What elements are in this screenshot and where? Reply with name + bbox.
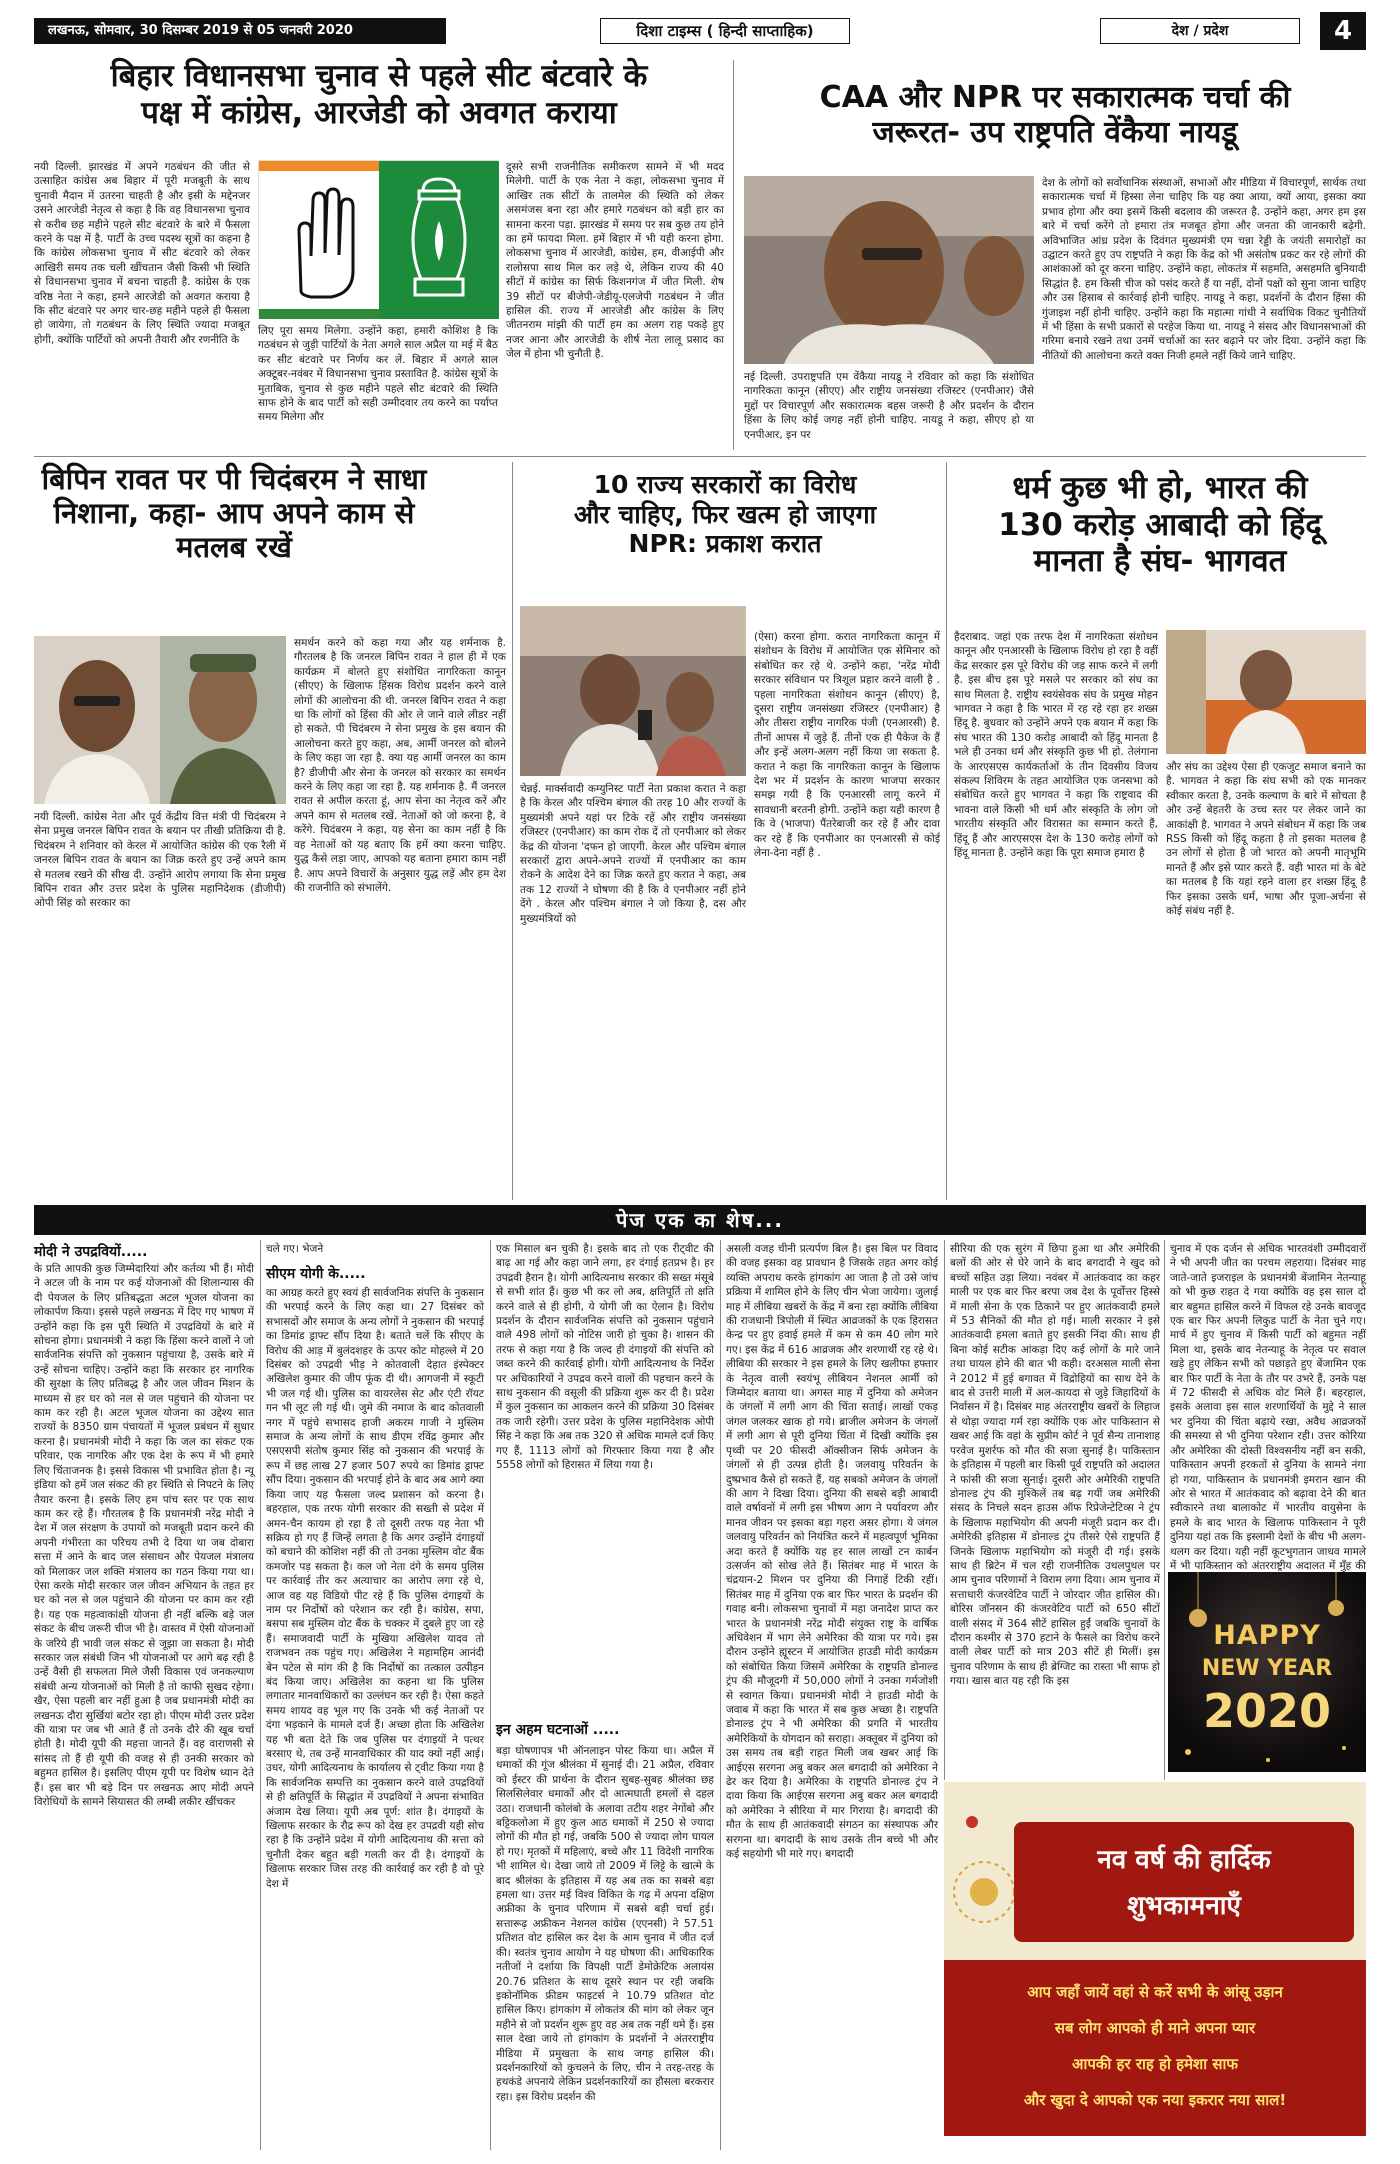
hand-and-lantern-icon [259, 161, 499, 319]
page-number: 4 [1320, 12, 1366, 50]
wishes-message-line2: सब लोग आपको ही माने अपना प्यार [1054, 2019, 1256, 2037]
wishes-message-line4: और खुदा दे आपको एक नया इकरार नया साल! [1023, 2091, 1287, 2109]
story3-caption: नयी दिल्ली. कांग्रेस नेता और पूर्व केंद्रीय वित्त मंत्री पी चिदंबरम ने सेना प्रमुख जनरल बिपिन रावत के बयान पर तीखी प्रतिक्रिया दी है. चिदंबरम ने शनिवार को केरल में आयोजित कांग्रेस की एक रैली में जनरल बिपिन रावत के बयान का जिक्र करते हुए उन्हें अपने काम से मतलब रखने की सीख दी. उन्होंने आरोप लगाया कि सेना प्रमुख बिपिन रावत और उत्तर प्रदेश के पुलिस महानिदेशक (डीजीपी) ओपी सिंह को सरकार का [34, 811, 286, 910]
lower-col4: असली वजह चीनी प्रत्यर्पण बिल है। इस बिल पर विवाद की वजह इसका वह प्रावधान है जिसके तहत अगर कोई व्यक्ति अपराध करके हांगकांग आ जाता है तो उसे जांच प्रक्रिया में शामिल होने के लिए चीन भेजा जायेगा। जुलाई माह में लीबिया खबरों के केंद्र में बना रहा क्योंकि लीबिया की राजधानी त्रिपोली में स्थित आव्रजकों के एक हिरासत केन्द्र पर हुए हवाई हमले में कम से कम 40 लोग मारे गए। इस केंद्र में 616 आव्रजक और शरणार्थी रह रहे थे। लीबिया की सरकार ने इस हमले के लिए खलीफा हफ्तार के नेतृत्व वाली स्वयंभू लीबियन नेशनल आर्मी को जिम्मेदार बताया था। अगस्त माह में दुनिया को अमेजन के जंगलों में लगी आग की चिंता सताई। लाखों एकड़ जंगल जलकर खाक हो गये। ब्राजील अमेजन के जंगलों में लगी आग से पूरी दुनिया चिंता में दिखी क्योंकि इस पृथ्वी पर 20 फीसदी ऑक्सीजन सिर्फ अमेजन के जंगलों से ही उत्पन्न होती है। जलवायु परिवर्तन के दुष्प्रभाव कैसे हो सकते हैं, यह सबको अमेजन के जंगलों की आग ने दिखा दिया। दुनिया की सबसे बड़ी आबादी वाले वर्षावनों में लगी इस भीषण आग ने पर्यावरण और मानव जीवन पर इसका बड़ा गहरा असर होगा। ये जंगल जलवायु परिवर्तन को नियंत्रित करने में महत्वपूर्ण भूमिका अदा करते हैं क्योंकि यह हर साल लाखों टन कार्बन उत्सर्जन को सोख लेते हैं। सितंबर माह में भारत के चंद्रयान-2 मिशन पर दुनिया की निगाहें टिकी रहीं। सितंबर माह में दुनिया एक बार फिर भारत के प्रदर्शन की गवाह बनी। लोकसभा चुनावों में महा जनादेश प्राप्त कर भारत के प्रधानमंत्री नरेंद्र मोदी संयुक्त राष्ट्र के वार्षिक अधिवेशन में भाग लेने अमेरिका की यात्रा पर गये। इस दौरान उन्होंने ह्यूस्टन में आयोजित हाउडी मोदी कार्यक्रम को संबोधित किया जिसमें अमेरिका के राष्ट्रपति डोनाल्ड ट्रंप की मौजूदगी में 50,000 लोगों ने उनका गर्मजोशी से स्वागत किया। प्रधानमंत्री मोदी ने हाउडी मोदी के जवाब में कहा कि भारत में सब कुछ अच्छा है। राष्ट्रपति डोनाल्ड ट्रंप ने भी अमेरिका की प्रगति में भारतीय अमेरिकियों के योगदान को सराहा। अक्तूबर में दुनिया को उस समय तब बड़ी राहत मिली जब खबर आई कि आईएस सरगना अबु बकर अल बगदादी को अमेरिका ने ढेर कर दिया है। अमेरिका के राष्ट्रपति डोनाल्ड ट्रंप ने दावा किया कि आईएस सरगना अबु बकर अल बगदादी को अमेरिका ने सीरिया में मार गिराया है। बगदादी की मौत के साथ ही आतंकवादी संगठन का संस्थापक और सरगना था। बगदादी के साथ उसके तीन बच्चे भी और कई सहयोगी भी मारे गए। बगदादी [726, 1243, 938, 1861]
continued-from-front-band: पेज एक का शेष... [34, 1205, 1366, 1235]
story1-col1: नयी दिल्ली. झारखंड में अपने गठबंधन की जीत से उत्साहित कांग्रेस अब बिहार में पूरी मजबूती के साथ चुनावी मैदान में उतरना चाहती है और इसी के मद्देनजर उसने आरजेडी नेतृत्व से कहा है कि वह विधानसभा चुनाव से करीब छह महीने पहले सीट बंटवारे के बारे में फैसला करने के पक्ष में है. पार्टी के उच्च पदस्थ सूत्रों का कहना है कि कांग्रेस लोकसभा चुनाव में सीट बंटवारे को लेकर आखिरी समय तक चली खींचतान जैसी किसी भी स्थिति से विधानसभा चुनाव में बचना चाहती है. कांग्रेस के एक वरिष्ठ नेता ने कहा, हमने आरजेडी को अवगत कराया है कि सीट बंटवारे पर अगर चार-छह महीने पहले ही फैसला हो जायेगा, तो गठबंधन के लिए स्थिति ज्यादा मजबूत होगी, क्योंकि पार्टियों को अपनी तैयारी और रणनीति के [34, 161, 250, 346]
column-divider [512, 462, 513, 1200]
wishes-message-box [944, 1960, 1366, 2136]
wishes-line1: नव वर्ष की हार्दिक [1097, 1845, 1271, 1875]
column-divider [944, 1240, 945, 1780]
naidu-photo [744, 176, 1034, 364]
new-year-wishes-ad [944, 1782, 1366, 2136]
yogi-continued-text: का आग्रह करते हुए स्वयं ही सार्वजनिक संपत्ति के नुकसान की भरपाई करने के लिए कहा था। 27 दिसंबर को सभासदों और समाज के अन्य लोगों ने नुकसान की भरपाई का डिमांड ड्राफ्ट सौंप दिया है। बताते चलें कि सीएए के विरोध की आड़ में बुलंदशहर के ऊपर कोट मोहल्ले में 20 दिसंबर को उपद्रवी भीड़ ने कोतवाली देहात इंस्पेक्टर अखिलेश कुमार की जीप फूंक दी थी। आगजनी में स्कूटी भी जल गई थी। पुलिस का वायरलेस सेट और एंटी रॉयट गन भी लूट ली गई थी। जुमे की नमाज के बाद कोतवाली नगर में पहुंचे सभासद हाजी अकरम गाजी ने मुस्लिम समाज के अन्य लोगों के साथ डीएम रविंद्र कुमार और एसएसपी संतोष कुमार सिंह को नुकसान की भरपाई के रूप में छह लाख 27 हजार 507 रुपये का डिमांड ड्राफ्ट सौंप दिया। नुकसान की भरपाई होने के बाद अब आगे क्या किया जाए यह फैसला जल्द प्रशासन को करना है। बहरहाल, एक तरफ योगी सरकार की सख्ती से प्रदेश में अमन-चैन कायम हो रहा है तो दूसरी तरफ यह नेता भी सक्रिय हो गए हैं जिन्हें लगता है कि अगर उन्होंने दंगाइयों को बचाने की कोशिश नहीं की तो उनका मुस्लिम वोट बैंक कमजोर पड़ सकता है। कल जो नेता दंगे के समय पुलिस पर कार्रवाई तीर कर अत्याचार का आरोप लगा रहे थे, आज वह यह विडियो पीट रहे हैं कि पुलिस दंगाइयों के नाम पर निर्दोषों को परेशान कर रही है। कांग्रेस, सपा, बसपा सब मुस्लिम वोट बैंक के चक्कर में दुबले हुए जा रहे हैं। समाजवादी पार्टी के मुखिया अखिलेश यादव तो राजभवन तक पहुंच गए। अखिलेश ने महामहिम आनंदी बेन पटेल से मांग की है कि निर्दोषों का तत्काल उत्पीड़न बंद किया जाए। अखिलेश का कहना था कि पुलिस लगातार मानवाधिकारों का उल्लंघन कर रही है। ऐसा कहते समय शायद वह भूल गए कि उनके भी कई नेताओं पर दंगा भड़काने के मामले दर्ज हैं। अच्छा होता कि अखिलेश यह भी बता देते कि जब पुलिस पर दंगाइयों ने पत्थर बरसाए थे, तब उन्हें मानवाधिकार की याद क्यों नहीं आई। उधर, योगी आदित्यनाथ के कार्यालय से ट्वीट किया गया है कि सार्वजनिक सम्पत्ति का नुकसान करने वाले उपद्रवियों से ही क्षतिपूर्ति के सिद्धांत में उपद्रवियों ने अपना संभावित अंजाम देख लिया। यूपी अब पूर्ण: शांत है। दंगाइयों के खिलाफ सरकार के रौद्र रूप को देख हर उपद्रवी यही सोच रहा है कि उन्होंने प्रदेश में योगी आदित्यनाथ की सत्ता को चुनौती देकर बहुत बड़ी गलती कर दी है। दंगाइयों के खिलाफ सरकार जिस तरह की कार्रवाई कर रही है वो पूरे देश में [266, 1287, 484, 1890]
column-divider [720, 1240, 721, 2150]
story5-col2: और संघ का उद्देश्य ऐसा ही एकजुट समाज बनाने का है. भागवत ने कहा कि संघ सभी को एक मानकर स्वीकार करता है, उनके कल्याण के बारे में सोचता है और उन्हें बेहतरी के उच्च स्तर पर लेकर जाने का आकांक्षी है. भागवत ने अपने संबोधन में कहा कि जब RSS किसी को हिंदू कहता है तो इसका मतलब है उन लोगों से होता है जो भारत को अपनी मातृभूमि मानते हैं और इसे प्यार करते हैं. वही भारत मां के बेटे का मतलब है कि यहां रहने वाला हर शख्स हिंदू है फिर इसका उसके धर्म, भाषा और पूजा-अर्चना से कोई संबंध नहीं है. [1166, 761, 1366, 918]
column-divider [490, 1240, 491, 2150]
story4-headline-line2: और चाहिए, फिर खत्म हो जाएगा [573, 499, 877, 529]
chidambaram-rawat-photo [34, 636, 286, 804]
story5-headline [954, 470, 1366, 580]
person-photo-icon [744, 176, 1034, 364]
yogi-continued-heading: सीएम योगी के..... [266, 1266, 366, 1282]
yogi-lead: चले गए। भेजने [266, 1243, 324, 1255]
wishes-header-box [1014, 1822, 1354, 1942]
story4-headline-line1: 10 राज्य सरकारों का विरोध [593, 470, 857, 499]
rally-photo-icon [520, 606, 746, 776]
bhagwat-photo [1166, 630, 1366, 754]
story1-headline-line2: पक्ष में कांग्रेस, आरजेडी को अवगत कराया [141, 94, 617, 131]
story5-col1: हैदराबाद. जहां एक तरफ देश में नागरिकता संशोधन कानून और एनआरसी के खिलाफ विरोध हो रहा है वहीं केंद्र सरकार इस पूरे विरोध की जड़ साफ करने में लगी है. इस बीच इस पूरे मसले पर सरकार को संघ का साथ मिलता है. राष्ट्रीय स्वयंसेवक संघ के प्रमुख मोहन भागवत ने कहा है कि भारत में रह रहे रहा हर शख्स हिंदू है. बुधवार को उन्होंने अपने एक बयान में कहा कि संघ भारत की 130 करोड़ आबादी को हिंदू मानता है भले ही उनका धर्म और संस्कृति कुछ भी हो. तेलंगाना के आरएसएस कार्यकर्ताओं के तीन दिवसीय विजय संकल्प शिविरम के तहत आयोजित एक जनसभा को संबोधित करते हुए भागवत ने कहा कि राष्ट्रवाद की भावना वाले किसी भी धर्म और संस्कृति के लोग जो भारतीय संस्कृति और विरासत का सम्मान करते हैं, हिंदू हैं और आरएसएस देश के 130 करोड़ लोगों को हिंदू मानता है. उन्होंने कहा कि पूरा समाज हमारा है [954, 631, 1158, 860]
story3-headline-line2: निशाना, कहा- आप अपने काम से [53, 496, 415, 531]
story4-col2: (ऐसा) करना होगा. करात नागरिकता कानून में संशोधन के विरोध में आयोजित एक सेमिनार को संबोधित कर रहे थे. उन्होंने कहा, 'नरेंद्र मोदी सरकार संविधान पर त्रिशूल प्रहार करने वाली है . पहला नागरिकता संशोधन कानून (सीएए) है, दूसरा राष्ट्रीय जनसंख्या रजिस्टर (एनपीआर) है और तीसरा राष्ट्रीय नागरिक पंजी (एनआरसी) है. तीनों आपस में जुड़े हैं. तीनों एक ही पैकेज के हैं और इन्हें अलग-अलग नहीं किया जा सकता है. करात ने कहा कि नागरिकता कानून के खिलाफ देश भर में प्रदर्शन के कारण भाजपा सरकार समझ गयी है कि एनआरसी लागू करने में सावधानी बरतनी होगी. उन्होंने कहा यही कारण है कि वे (भाजपा) पैंतरेबाजी कर रहे हैं और दावा कर रहे हैं कि एनपीआर का एनआरसी से कोई लेना-देना नहीं है . [754, 631, 940, 860]
section-label: देश / प्रदेश [1100, 18, 1300, 44]
lower-col3: एक मिसाल बन चुकी है। इसके बाद तो एक रीट्वीट की बाढ़ आ गई और कहा जाने लगा, हर दंगाई हतप्रभ है। हर उपद्रवी हैरान है। योगी आदित्यनाथ सरकार की सख्त मंसूबे से सभी शांत हैं। कुछ भी कर लो अब, क्षतिपूर्ति तो क्षति करने वाले से ही होगी, ये योगी जी का ऐलान है। विरोध प्रदर्शन के दौरान सार्वजनिक संपत्ति को नुकसान पहुंचाने वाले 498 लोगों को नोटिस जारी हो चुका है। शासन की तरफ से कहा गया है कि जल्द ही दंगाइयों की संपत्ति को जब्त करने की कार्रवाई होगी। योगी आदित्यनाथ के निर्देश पर अधिकारियों ने उपद्रव करने वालों की पहचान करने के साथ नुकसान की वसूली की प्रक्रिया शुरू कर दी है। प्रदेश में कुल नुकसान का आकलन करने की प्रक्रिया 30 दिसंबर तक जारी रहेगी। उत्तर प्रदेश के पुलिस महानिदेशक ओपी सिंह ने कहा कि अब तक 320 से अधिक मामले दर्ज किए गए हैं, 1113 लोगों को गिरफ्तार किया गया है और 5558 लोगों को हिरासत में लिया गया है। [496, 1243, 714, 1472]
column-divider [260, 1240, 261, 2150]
lower-col5: सीरिया की एक सुरंग में छिपा हुआ था और अमेरिकी बलों की ओर से घेरे जाने के बाद बगदादी ने खुद को बच्चों सहित उड़ा लिया। नवंबर में आतंकवाद का कहर माली पर एक बार फिर बरपा जब देश के पूर्वोत्तर हिस्से में माली सेना के एक ठिकाने पर हुए आतंकवादी हमले में 53 सैनिकों की मौत हो गई। माली सरकार ने इसे आतंकवादी हमला बताते हुए इसकी निंदा की। साथ ही बिना कोई सटीक आंकड़ा दिए कई लोगों के मारे जाने तथा घायल होने की बात भी कही। दरअसल माली सेना ने 2012 में हुई बगावत में विद्रोहियों का साथ देने के बाद से उत्तरी माली में अल-कायदा से जुड़े जिहादियों के निर्वासन में है। दिसंबर माह अंतरराष्ट्रीय खबरों के लिहाज से थोड़ा ज्यादा गर्म रहा क्योंकि एक ओर पाकिस्तान से खबर आई कि वहां के सुप्रीम कोर्ट ने पूर्व सैन्य तानाशाह परवेज मुशर्रफ को मौत की सजा सुनाई है। पाकिस्तान के इतिहास में पहली बार किसी पूर्व राष्ट्रपति को अदालत ने फांसी की सजा सुनाई। दूसरी ओर अमेरिकी राष्ट्रपति डोनाल्ड ट्रंप की मुश्किलें तब बढ़ गयीं जब अमेरिकी संसद के निचले सदन हाउस ऑफ रिप्रेजेन्टेटिव्स ने ट्रंप के खिलाफ महाभियोग की अपनी मंजूरी प्रदान कर दी। अमेरिकी इतिहास में डोनाल्ड ट्रंप तीसरे ऐसे राष्ट्रपति हैं जिनके खिलाफ महाभियोग को मंजूरी दी गई। इसके साथ ही ब्रिटेन में चल रही राजनीतिक उथलपुथल पर आम चुनाव परिणामों ने विराम लगा दिया। आम चुनाव में सत्ताधारी कंजरवेटिव पार्टी ने जोरदार जीत हासिल की। बोरिस जॉनसन की कंजरवेटिव पार्टी को 650 सीटों वाली संसद में 364 सीटें हासिल हुईं जबकि चुनावों के दौरान कश्मीर से 370 हटाने के फैसले का विरोध करने वाली लेबर पार्टी को मात्र 203 सीटें ही मिलीं। इस चुनाव परिणाम के साथ ही ब्रेग्जिट का रास्ता भी साफ हो गया। खास बात यह रही कि इस [950, 1243, 1160, 1688]
story3-headline [34, 462, 434, 565]
events-heading: इन अहम घटनाओं ..... [496, 1722, 620, 1738]
modi-continued-heading: मोदी ने उपद्रवियों..... [34, 1244, 148, 1260]
column-divider [733, 60, 734, 450]
dateline: लखनऊ, सोमवार, 30 दिसम्बर 2019 से 05 जनवरी 2020 [34, 18, 446, 44]
story5-headline-line1: धर्म कुछ भी हो, भारत की [1012, 470, 1308, 506]
ad-new-year-text: NEW YEAR [1201, 1656, 1333, 1681]
wishes-line2: शुभकामनाएँ [1127, 1891, 1241, 1921]
masthead [0, 0, 1400, 52]
modi-continued-text: के प्रति आपकी कुछ जिम्मेदारियां और कर्तव्य भी हैं। मोदी ने अटल जी के नाम पर कई योजनाओं की शिलान्यास की दी पेयजल के लिए प्रतिबद्धता अटल भूजल योजना का लोकार्पण किया। इससे पहले लखनऊ में दिए गए भाषण में उन्होंने कहा कि इस पूरी स्थिति में उपद्रवियों के बारे में सोचना होगा। प्रधानमंत्री ने कहा कि हिंसा करने वालों ने जो सार्वजनिक संपत्ति को नुकसान पहुंचाया है, उसके बारे में उन्हें सोचना चाहिए। उन्होंने कहा कि सरकार हर नागरिक की सुरक्षा के लिए प्रतिबद्ध है और जल जीवन मिशन के माध्यम से हर घर को नल से जल पहुंचाने की योजना पर काम कर रही है। अटल भूजल योजना का उद्देश्य सात राज्यों के 8350 ग्राम पंचायतों में भूजल प्रबंधन में सुधार करना है। प्रधानमंत्री मोदी ने कहा कि जल का संकट एक परिवार, एक नागरिक और एक देश के रूप में भी हमारे लिए चिंताजनक है। इससे विकास भी प्रभावित होता है। न्यू इंडिया को हमें जल संकट की हर स्थिति से निपटने के लिए तैयार करना है। इसके लिए हम पांच स्तर पर एक साथ काम कर रहे हैं। गौरतलब है कि प्रधानमंत्री नरेंद्र मोदी ने देश में जल संरक्षण के उपायों को मजबूती प्रदान करने की अपनी गंभीरता का परिचय तभी दे दिया था जब दोबारा सत्ता में आने के बाद जल संसाधन और पेयजल मंत्रालय को मिलाकर जल शक्ति मंत्रालय का गठन किया गया था। ऐसा करके मोदी सरकार जल जीवन अभियान के तहत हर घर को नल से जल पहुंचाने की योजना पर काम कर रही है। यह एक महत्वाकांक्षी योजना ही नहीं बल्कि बड़े जल संकट के बीच जरूरी चीज भी है। वास्तव में ऐसी योजनाओं के जरिये ही भावी जल संकट से जूझा जा सकता है। मोदी सरकार जल संबंधी जिन भी योजनाओं पर आगे बढ़ रही है उन्हें वैसी ही सफलता मिले जैसी विकास एवं जनकल्याण संबंधी अन्य योजनाओं को मिली है तो काफी सुखद रहेगा। खैर, ऐसा पहली बार नहीं हुआ है जब प्रधानमंत्री मोदी का लखनऊ दौरा सुर्खियां बटोर रहा हो। पीएम मोदी उत्तर प्रदेश की यात्रा पर जब भी आते हैं तो उनके दौरे की खूब चर्चा होती है। मोदी यूपी की महत्ता जानते हैं। वह वाराणसी से सांसद तो हैं ही यूपी की वजह से ही उनकी सरकार को बहुमत हासिल है। इसलिए पीएम यूपी पर विशेष ध्यान देते हैं। इस बार भी बड़े दिन पर लखनऊ आए मोदी अपने विरोधियों के सामने सियासत की लम्बी लकीर खींचकर [34, 1263, 254, 1809]
events-text: बड़ा घोषणापत्र भी ऑनलाइन पोस्ट किया था। अप्रैल में धमाकों की गूंज श्रीलंका में सुनाई दी। 21 अप्रैल, रविवार को ईस्टर की प्रार्थना के दौरान सुबह-सुबह श्रीलंका छह सिलसिलेवार धमाकों और दो आत्मघाती हमलों से दहल उठा। राजधानी कोलंबो के अलावा तटीय शहर नेगोंबो और बट्टिकलोआ में हुए कुल आठ धमाकों में 250 से ज्यादा लोगों की मौत हो गई, जबकि 500 से ज्यादा लोग घायल हो गए। मृतकों में महिलाएं, बच्चे और 11 विदेशी नागरिक भी शामिल थे। देखा जाये तो 2009 में लिट्टे के खात्मे के बाद श्रीलंका के इतिहास में यह अब तक का सबसे बड़ा हमला था। उत्तर मई विश्व विकित के गढ़ में अपना दक्षिण अफ्रीका के चुनाव परिणाम में सबसे बड़ी चर्चा हुई। सत्तारूढ़ अफ्रीकन नेशनल कांग्रेस (एएनसी) ने 57.51 प्रतिशत वोट हासिल कर देश के आम चुनाव में जीत दर्ज की। स्वतंत्र चुनाव आयोग ने यह घोषणा की। आधिकारिक नतीजों ने दर्शाया कि विपक्षी पार्टी डेमोक्रेटिक अलायंस 20.76 प्रतिशत के साथ दूसरे स्थान पर रही जबकि इकोनॉमिक फ्रीडम फाइटर्स ने 10.79 प्रतिशत वोट हासिल किए। हांगकांग में लोकतंत्र की मांग को लेकर जून महीने से जो प्रदर्शन शुरू हुए वह अब तक नहीं थमे हैं। इस साल देखा जाये तो हांगकांग के प्रदर्शनों ने अंतरराष्ट्रीय मीडिया में प्रमुखता के साथ जगह हासिल की। प्रदर्शनकारियों को कुचलने के लिए, चीन ने तरह-तरह के हथकंडे अपनाये लेकिन प्रदर्शनकारियों का हौसला बरकरार रहा। इस विरोध प्रदर्शन की [496, 1745, 714, 2103]
wishes-message-line3: आपकी हर राह हो हमेशा साफ [1072, 2055, 1238, 2073]
story2-caption: नई दिल्ली. उपराष्ट्रपति एम वेंकैया नायडू ने रविवार को कहा कि संशोधित नागरिकता कानून (सीएए) और राष्ट्रीय जनसंख्या रजिस्टर (एनपीआर) जैसे मुद्दों पर विचारपूर्ण और सकारात्मक बहस जरूरी है और प्रदर्शन के दौरान हिंसा के लिए कोई जगह नहीं होनी चाहिए. नायडू ने कहा, सीएए हो या एनपीआर, इन पर [744, 371, 1034, 441]
column-divider [1164, 1240, 1165, 1780]
story2-headline [744, 80, 1366, 151]
paper-name: दिशा टाइम्स ( हिन्दी साप्ताहिक) [600, 18, 850, 44]
lower-col6: चुनाव में एक दर्जन से अधिक भारतवंशी उम्मीदवारों ने भी अपनी जीत का परचम लहराया। दिसंबर माह जाते-जाते इजराइल के प्रधानमंत्री बेंजामिन नेतन्याहू को भी कुछ राहत दे गया क्योंकि वह इस साल दो बार बहुमत हासिल करने में विफल रहे उनके बावजूद एक बार फिर अपनी लिकुड पार्टी के नेता चुने गए। मार्च में हुए चुनाव में किसी पार्टी को बहुमत नहीं मिला था, इसके बाद नेतन्याहू के नेतृत्व पर सवाल खड़े हुए लेकिन सभी को पछाड़ते हुए बेंजामिन एक बार फिर पार्टी के नेता के तौर पर उभरे हैं, उनके पक्ष में 72 फीसदी से अधिक वोट मिले हैं। बहरहाल, इसके अलावा इस साल शरणार्थियों के मुद्दे ने साल भर दुनिया की चिंता बढ़ाये रखा, अवैध आव्रजकों की समस्या से भी दुनिया परेशान रही। उत्तर कोरिया और अमेरिका की दोस्ती विश्वसनीय नहीं बन सकी, पाकिस्तान अपनी हरकतों से दुनिया के सामने नंगा हो गया, पाकिस्तान के प्रधानमंत्री इमरान खान की ओर से भारत में आतंकवाद को बढ़ावा देने की बात स्वीकारने तथा बालाकोट में भारतीय वायुसेना के हमले के बाद भारत के खिलाफ पाकिस्तान ने पूरी दुनिया यहां तक कि इस्लामी देशों के बीच भी अलग-थलग कर दिया। यही नहीं कूटभुगतान जाधव मामले में भी पाकिस्तान को अंतरराष्ट्रीय अदालत में मुँह की [1170, 1243, 1366, 1572]
story3-headline-line3: मतलब रखें [176, 530, 292, 565]
story1-col3: दूसरे सभी राजनीतिक समीकरण सामने में भी मदद मिलेगी. पार्टी के एक नेता ने कहा, लोकसभा चुनाव में आखिर तक सीटों के तालमेल की स्थिति को लेकर असमंजस बना रहा और हमारे गठबंधन को बड़ी हार का सामना करना पड़ा. झारखंड में समय पर सब कुछ तय होने का हमें फायदा मिला. हमें बिहार में भी यही करना होगा. लोकसभा चुनाव में आरजेडी, कांग्रेस, हम, वीआईपी और रालोसपा साथ मिल कर लड़े थे, लेकिन राज्य की 40 सीटों में कांग्रेस का सिर्फ किशनगंज में जीत मिली. शेष 39 सीटों पर बीजेपी-जेडीयू-एलजेपी गठबंधन ने जीत हासिल की. राज्य में आरजेडी और कांग्रेस के लिए जीतनराम मांझी की पार्टी हम का अलग राह पकड़े हुए नजर आना और आरजेडी के शीर्ष नेता लालू प्रसाद का जेल में होना भी चुनौती है. [506, 161, 724, 361]
story2-col: देश के लोगों को सर्वोधानिक संस्थाओं, सभाओं और मीडिया में विचारपूर्ण, सार्थक तथा सकारात्मक चर्चा में हिस्सा लेना चाहिए कि यह क्या आया, क्यों आया, इसका क्या प्रभाव होगा और क्या इसमें किसी बदलाव की जरूरत है. उन्होंने कहा, अगर हम इस बारे में चर्चा करेंगे तो हमारा तंत्र मजबूत होगा और जनता की जानकारी बढ़ेगी. अविभाजित आंध्र प्रदेश के दिवंगत मुख्यमंत्री एम चन्ना रेड्डी के जयंती समारोहों का उद्घाटन करते हुए उप राष्ट्रपति ने कहा कि केंद्र को भी असंतोष प्रकट कर रहे लोगों की आशंकाओं को दूर करना चाहिए. उन्होंने कहा, लोकतंत्र में सहमति, असहमति बुनियादी सिद्धांत है. हम किसी चीज को पसंद करते हैं या नहीं, दोनों पक्षों को सुना जाना चाहिए और उस हिसाब से कार्रवाई होनी चाहिए. नायडू ने कहा, प्रदर्शनों के दौरान हिंसा की गुंजाइश नहीं होनी चाहिए. उन्होंने कहा कि महात्मा गांधी ने सर्वाधिक विकट चुनौतियों में भी हिंसा के सभी प्रकारों से परहेज किया था. नायडू ने संसद और विधानसभाओं की गरिमा बनाये रखने तथा उनमें चर्चाओं का स्तर बढ़ाने पर जोर दिया. उन्होंने कहा कि नीतियों की आलोचना करते वक्त निजी हमले नहीं किये जाने चाहिए. [1042, 177, 1366, 362]
story4-headline-line3: NPR: प्रकाश करात [628, 529, 822, 558]
story1-headline-line1: बिहार विधानसभा चुनाव से पहले सीट बंटवारे के [110, 58, 648, 94]
story3-col: समर्थन करने को कहा गया और यह शर्मनाक है. गौरतलब है कि जनरल बिपिन रावत ने हाल ही में एक कार्यक्रम में बोलते हुए संशोधित नागरिकता कानून (सीएए) के खिलाफ हिंसक विरोध प्रदर्शन करने वाले लोगों की आलोचना की थी. जनरल बिपिन रावत ने कहा था कि लोगों को हिंसा की ओर ले जाने वाले लीडर नहीं हो सकते. पी चिदंबरम ने सेना प्रमुख के इस बयान की आलोचना करते हुए कहा, अब, आर्मी जनरल को बोलने के लिए कहा जा रहा है. क्या यह आर्मी जनरल का काम है? डीजीपी और सेना के जनरल को सरकार का समर्थन करने के लिए कहा जा रहा है. यह शर्मनाक है. मैं जनरल रावत से अपील करता हूं, आप सेना का नेतृत्व करें और अपने काम से मतलब रखें. नेताओं को जो करना है, वे करेंगे. चिदंबरम ने कहा, यह सेना का काम नहीं है कि वह नेताओं को यह बताए कि हमें क्या करना चाहिए. युद्ध कैसे लड़ा जाए, आपको यह बताना हमारा काम नहीं है. आप अपने विचारों के अनुसार युद्ध लड़ें और हम देश की राजनीति को संभालेंगे. [294, 637, 506, 894]
story3-headline-line1: बिपिन रावत पर पी चिदंबरम ने साधा [41, 462, 427, 496]
happy-new-year-ad [1168, 1572, 1366, 1772]
story5-headline-line3: मानता है संघ- भागवत [1033, 543, 1287, 580]
wishes-message-line1: आप जहाँ जायें वहां से करें सभी के आंसू उड़ान [1027, 1983, 1283, 2001]
story2-headline-line2: जरूरत- उप राष्ट्रपति वेंकैया नायडू [872, 115, 1238, 151]
section-divider [34, 456, 1366, 457]
party-symbols-image [258, 160, 498, 318]
story5-headline-line2: 130 करोड़ आबादी को हिंदू [998, 506, 1322, 543]
story1-col2: लिए पूरा समय मिलेगा. उन्होंने कहा, हमारी कोशिश है कि गठबंधन से जुड़ी पार्टियों के नेता अगले साल अप्रैल या मई में बैठ कर सीट बंटवारे पर निर्णय कर लें. बिहार में अगले साल अक्टूबर-नवंबर में विधानसभा चुनाव प्रस्तावित है. कांग्रेस सूत्रों के मुताबिक, चुनाव से कुछ महीने पहले सीट बंटवारे की स्थिति साफ होने के बाद पार्टी को सही उम्मीदवार तय करने का पर्याप्त समय मिलेगा और [258, 325, 498, 424]
two-persons-photo-icon [34, 636, 286, 804]
ad-year-text: 2020 [1202, 1684, 1332, 1738]
karat-photo [520, 606, 746, 776]
story4-col1: चेन्नई. मार्क्सवादी कम्युनिस्ट पार्टी नेता प्रकाश करात ने कहा है कि केरल और पश्चिम बंगाल की तरह 10 और राज्यों के मुख्यमंत्री अपने यहां पर टिके रहें और राष्ट्रीय जनसंख्या रजिस्टर (एनपीआर) का काम रोक दें तो एनपीआर को लेकर केंद्र की योजना 'दफन हो जाएगी. केरल और पश्चिम बंगाल सरकारों द्वारा अपने-अपने राज्यों में एनपीआर का काम रोकने के आदेश देने का जिक्र करते हुए करात ने कहा, अब तक 12 राज्यों ने घोषणा की है कि वे एनपीआर नहीं होने देंगे . केरल और पश्चिम बंगाल ने जो किया है, दस और मुख्यमंत्रियों को [520, 783, 746, 925]
story4-headline [520, 470, 930, 559]
column-divider [946, 462, 947, 1200]
story2-headline-line1: CAA और NPR पर सकारात्मक चर्चा की [819, 80, 1291, 115]
speaker-photo-icon [1166, 630, 1366, 754]
ad-happy-text: HAPPY [1213, 1620, 1321, 1651]
story1-headline [34, 58, 724, 131]
